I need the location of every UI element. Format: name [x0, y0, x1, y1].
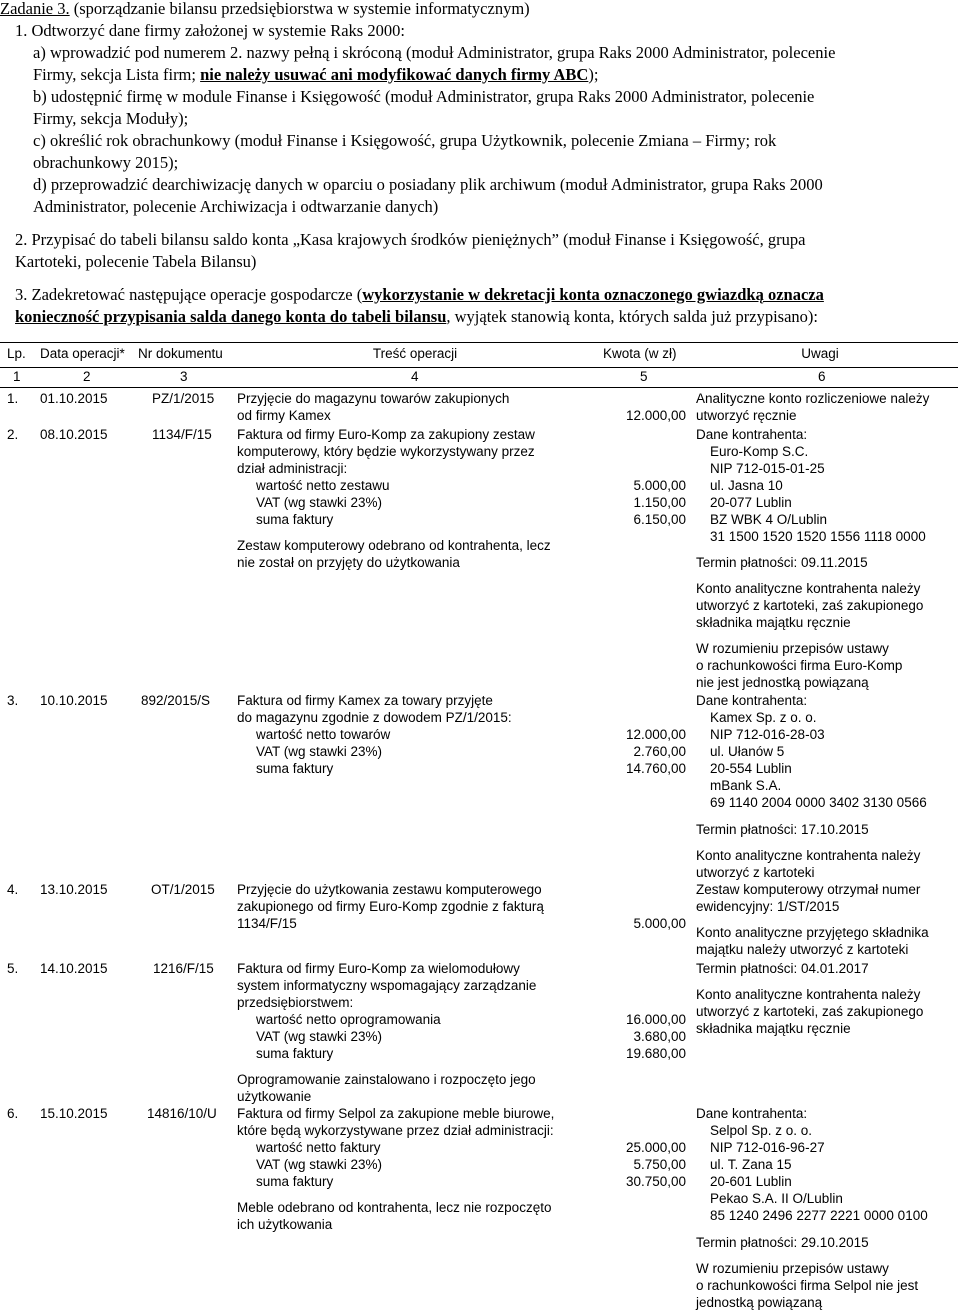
row-notes: Analityczne konto rozliczeniowe należy [696, 391, 930, 406]
task-title-rest: (sporządzanie bilansu przedsiębiorstwa w systemie informatycznym) [69, 0, 530, 18]
contractor-detail: 85 1240 2496 2277 2221 0000 0100 [710, 1208, 928, 1223]
step-1a-text: Firmy, sekcja Lista firm; [33, 65, 201, 84]
step-1b-cont: Firmy, sekcja Moduły); [33, 109, 189, 128]
header-content: Treść operacji [372, 346, 458, 361]
step-3-end: , wyjątek stanowią konta, których salda już przypisano): [446, 307, 818, 326]
task-title [0, 0, 530, 20]
row-notes: jednostką powiązaną [696, 1295, 823, 1310]
row-content: od firmy Kamex [237, 408, 331, 423]
step-3 [15, 284, 824, 306]
row-doc: 892/2015/S [141, 693, 211, 708]
payment-term: Termin płatności: 29.10.2015 [696, 1235, 869, 1250]
row-notes: Konto analityczne kontrahenta należy [696, 987, 921, 1002]
step-1c: c) określić rok obrachunkowy (moduł Finanse i Księgowość, grupa Użytkownik, polecenie Zmiana – Firmy; rok [33, 131, 777, 150]
task-title-prefix: Zadanie 3. [0, 0, 70, 18]
row-amount: 2.760,00 [633, 744, 686, 759]
row-lp: 2. [7, 427, 19, 442]
colnum-1: 1 [13, 369, 21, 384]
step-1a-end: ); [588, 65, 599, 84]
contractor-detail: Kamex Sp. z o. o. [710, 710, 817, 725]
row-note: nie został on przyjęty do użytkowania [237, 555, 460, 570]
row-item: suma faktury [256, 512, 334, 527]
step-1b: b) udostępnić firmę w module Finanse i Księgowość (moduł Administrator, grupa Raks 2000 Administrator, polecenie [33, 87, 815, 106]
row-item: VAT (wg stawki 23%) [256, 1029, 383, 1044]
row-content: Faktura od firmy Euro-Komp za wielomodułowy [237, 961, 520, 976]
step-1: 1. Odtworzyć dane firmy założonej w systemie Raks 2000: [15, 21, 405, 40]
row-item: VAT (wg stawki 23%) [256, 744, 383, 759]
row-note: Meble odebrano od kontrahenta, lecz nie rozpoczęto [237, 1200, 552, 1215]
contractor-detail: 20-554 Lublin [710, 761, 792, 776]
table-top-rule [0, 342, 958, 343]
row-item: wartość netto faktury [256, 1140, 381, 1155]
row-notes: W rozumieniu przepisów ustawy [696, 641, 889, 656]
row-lp: 6. [7, 1106, 19, 1121]
row-notes: utworzyć z kartoteki [696, 865, 815, 880]
row-content: komputerowy, który będzie wykorzystywany przez [237, 444, 535, 459]
payment-term: Termin płatności: 04.01.2017 [696, 961, 869, 976]
contractor-detail: NIP 712-016-96-27 [710, 1140, 825, 1155]
row-date: 15.10.2015 [40, 1106, 108, 1121]
row-lp: 3. [7, 693, 19, 708]
row-date: 08.10.2015 [40, 427, 108, 442]
row-lp: 5. [7, 961, 19, 976]
row-note: użytkowanie [237, 1089, 312, 1104]
row-notes: o rachunkowości firma Selpol nie jest [696, 1278, 919, 1293]
row-notes: składnika majątku ręcznie [696, 615, 851, 630]
row-doc: PZ/1/2015 [152, 391, 215, 406]
row-content: Przyjęcie do użytkowania zestawu komputerowego [237, 882, 542, 897]
row-content: które będą wykorzystywane przez dział administracji: [237, 1123, 554, 1138]
row-content: Faktura od firmy Euro-Komp za zakupiony zestaw [237, 427, 535, 442]
contractor-detail: NIP 712-015-01-25 [710, 461, 825, 476]
colnum-rule [0, 387, 958, 388]
step-1a-warning: nie należy usuwać ani modyfikować danych firmy ABC [200, 65, 589, 84]
header-notes: Uwagi [801, 346, 839, 361]
row-amount: 1.150,00 [633, 495, 686, 510]
row-notes: utworzyć z kartoteki, zaś zakupionego [696, 598, 924, 613]
contractor-detail: Euro-Komp S.C. [710, 444, 809, 459]
row-notes: utworzyć ręcznie [696, 408, 797, 423]
row-content: dział administracji: [237, 461, 348, 476]
row-amount: 5.750,00 [633, 1157, 686, 1172]
header-rule [0, 367, 958, 368]
row-item: wartość netto zestawu [256, 478, 390, 493]
row-item: wartość netto oprogramowania [256, 1012, 441, 1027]
step-3-emphasis-2: konieczność przypisania salda danego konta do tabeli bilansu [15, 307, 447, 326]
row-item: suma faktury [256, 1174, 334, 1189]
row-content: zakupionego od firmy Euro-Komp zgodnie z fakturą [237, 899, 544, 914]
row-item: suma faktury [256, 761, 334, 776]
contractor-detail: 20-601 Lublin [710, 1174, 792, 1189]
colnum-6: 6 [818, 369, 826, 384]
row-notes: składnika majątku ręcznie [696, 1021, 851, 1036]
row-amount: 30.750,00 [625, 1174, 686, 1189]
colnum-3: 3 [180, 369, 188, 384]
row-amount: 5.000,00 [633, 916, 686, 931]
row-doc: OT/1/2015 [151, 882, 215, 897]
row-item: wartość netto towarów [256, 727, 391, 742]
row-item: VAT (wg stawki 23%) [256, 1157, 383, 1172]
contractor-detail: BZ WBK 4 O/Lublin [710, 512, 828, 527]
step-1a-cont [33, 64, 598, 86]
row-item: VAT (wg stawki 23%) [256, 495, 383, 510]
step-1d-cont: Administrator, polecenie Archiwizacja i odtwarzanie danych) [33, 197, 439, 216]
row-amount: 12.000,00 [625, 727, 686, 742]
header-date: Data operacji* [40, 346, 125, 361]
step-1c-cont: obrachunkowy 2015); [33, 153, 179, 172]
contractor-heading: Dane kontrahenta: [696, 1106, 808, 1121]
row-note: Zestaw komputerowy odebrano od kontrahenta, lecz [237, 538, 551, 553]
row-lp: 1. [7, 391, 19, 406]
contractor-detail: Pekao S.A. II O/Lublin [710, 1191, 843, 1206]
row-note: ich użytkowania [237, 1217, 333, 1232]
contractor-detail: 20-077 Lublin [710, 495, 792, 510]
row-date: 13.10.2015 [40, 882, 108, 897]
row-item: suma faktury [256, 1046, 334, 1061]
row-notes: nie jest jednostką powiązaną [696, 675, 869, 690]
row-lp: 4. [7, 882, 19, 897]
row-date: 01.10.2015 [40, 391, 108, 406]
step-2: 2. Przypisać do tabeli bilansu saldo konta „Kasa krajowych środków pieniężnych” (moduł Finanse i Księgowość, grupa [15, 230, 806, 249]
row-amount: 5.000,00 [633, 478, 686, 493]
contractor-detail: 31 1500 1520 1520 1556 1118 0000 [710, 529, 926, 544]
contractor-detail: ul. Ułanów 5 [710, 744, 785, 759]
row-amount: 12.000,00 [625, 408, 686, 423]
contractor-detail: ul. T. Zana 15 [710, 1157, 792, 1172]
row-doc: 14816/10/U [147, 1106, 217, 1121]
contractor-detail: 69 1140 2004 0000 3402 3130 0566 [710, 795, 927, 810]
contractor-detail: NIP 712-016-28-03 [710, 727, 825, 742]
row-notes: Konto analityczne kontrahenta należy [696, 581, 921, 596]
row-content: Przyjęcie do magazynu towarów zakupionych [237, 391, 510, 406]
row-notes: Konto analityczne przyjętego składnika [696, 925, 929, 940]
colnum-5: 5 [640, 369, 648, 384]
step-2-cont: Kartoteki, polecenie Tabela Bilansu) [15, 252, 257, 271]
row-amount: 25.000,00 [625, 1140, 686, 1155]
row-notes: W rozumieniu przepisów ustawy [696, 1261, 889, 1276]
row-amount: 14.760,00 [625, 761, 686, 776]
colnum-4: 4 [411, 369, 419, 384]
row-content: Faktura od firmy Kamex za towary przyjęte [237, 693, 493, 708]
payment-term: Termin płatności: 17.10.2015 [696, 822, 869, 837]
row-amount: 19.680,00 [625, 1046, 686, 1061]
row-notes: utworzyć z kartoteki, zaś zakupionego [696, 1004, 924, 1019]
row-notes: majątku należy utworzyć z kartoteki [696, 942, 909, 957]
row-content: do magazynu zgodnie z dowodem PZ/1/2015: [237, 710, 512, 725]
contractor-heading: Dane kontrahenta: [696, 693, 808, 708]
row-date: 14.10.2015 [40, 961, 108, 976]
row-notes: ewidencyjny: 1/ST/2015 [696, 899, 840, 914]
row-content: przedsiębiorstwem: [237, 995, 354, 1010]
contractor-detail: mBank S.A. [710, 778, 782, 793]
colnum-2: 2 [83, 369, 91, 384]
row-date: 10.10.2015 [40, 693, 108, 708]
row-amount: 16.000,00 [625, 1012, 686, 1027]
payment-term: Termin płatności: 09.11.2015 [696, 555, 868, 570]
row-doc: 1134/F/15 [152, 427, 212, 442]
contractor-heading: Dane kontrahenta: [696, 427, 808, 442]
row-note: Oprogramowanie zainstalowano i rozpoczęto jego [237, 1072, 536, 1087]
step-1a: a) wprowadzić pod numerem 2. nazwy pełną i skróconą (moduł Administrator, grupa Raks 2000 Administrator, polecenie [33, 43, 836, 62]
contractor-detail: ul. Jasna 10 [710, 478, 783, 493]
row-content: 1134/F/15 [237, 916, 297, 931]
step-1d: d) przeprowadzić dearchiwizację danych w oparciu o posiadany plik archiwum (moduł Administrator, grupa Raks 2000 [33, 175, 823, 194]
row-notes: Zestaw komputerowy otrzymał numer [696, 882, 921, 897]
row-amount: 3.680,00 [633, 1029, 686, 1044]
row-content: system informatyczny wspomagający zarządzanie [237, 978, 537, 993]
row-doc: 1216/F/15 [153, 961, 214, 976]
row-notes: o rachunkowości firma Euro-Komp [696, 658, 903, 673]
contractor-detail: Selpol Sp. z o. o. [710, 1123, 813, 1138]
header-doc-number: Nr dokumentu [138, 346, 223, 361]
step-3-cont [15, 306, 818, 328]
step-3-text: 3. Zadekretować następujące operacje gospodarcze ( [15, 285, 363, 304]
header-lp: Lp. [7, 346, 26, 361]
step-3-emphasis-1: wykorzystanie w dekretacji konta oznaczonego gwiazdką oznacza [362, 285, 824, 304]
header-amount: Kwota (w zł) [603, 346, 677, 361]
row-notes: Konto analityczne kontrahenta należy [696, 848, 921, 863]
row-amount: 6.150,00 [633, 512, 686, 527]
row-content: Faktura od firmy Selpol za zakupione meble biurowe, [237, 1106, 555, 1121]
